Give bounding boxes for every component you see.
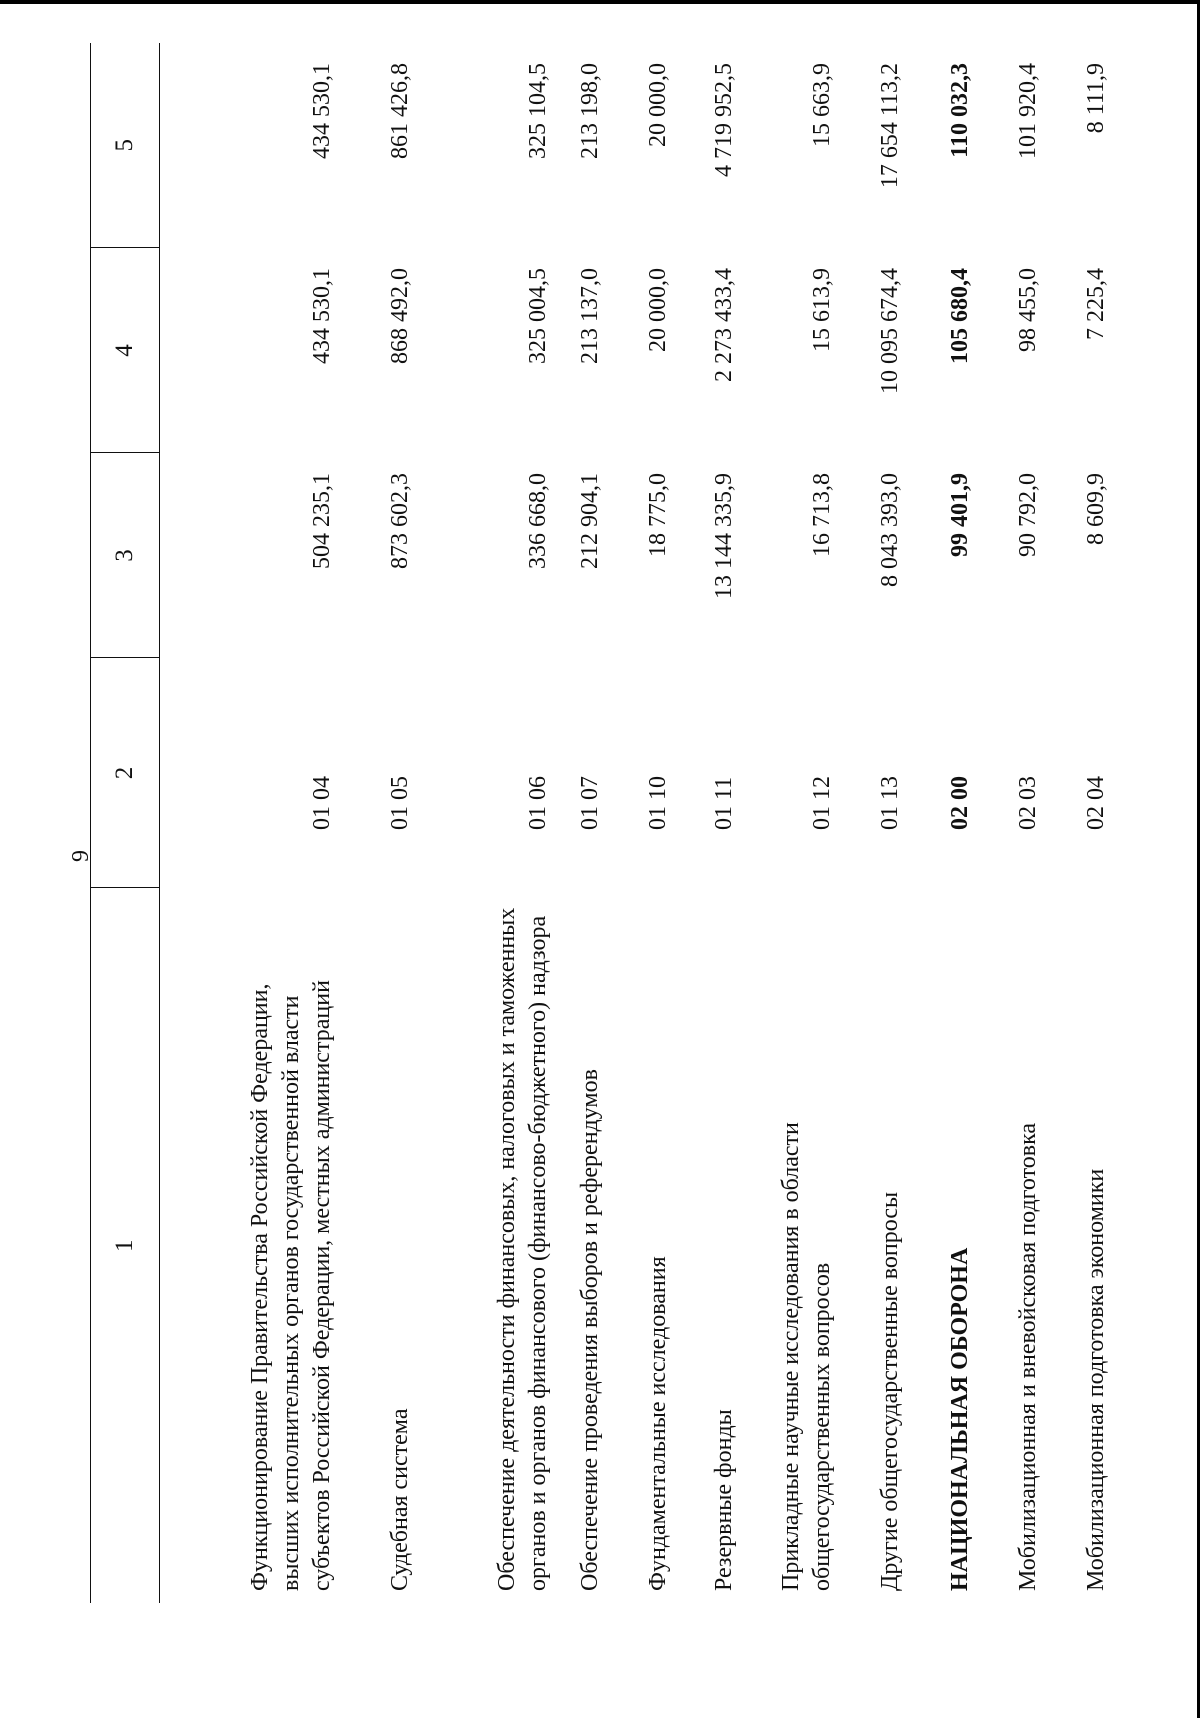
table-row bbox=[906, 43, 976, 1603]
table-row bbox=[838, 43, 906, 1603]
row-code: 01 10 bbox=[644, 776, 671, 830]
row-value-3: 90 792,0 bbox=[1014, 473, 1041, 557]
row-value-3: 336 668,0 bbox=[524, 473, 551, 569]
table-row bbox=[740, 43, 838, 1603]
row-name: Мобилизационная и вневойсковая подготовка bbox=[1014, 1122, 1041, 1591]
row-name: Мобилизационная подготовка экономики bbox=[1082, 1168, 1109, 1591]
row-value-4: 434 530,1 bbox=[308, 268, 335, 364]
row-name: Судебная система bbox=[386, 1408, 413, 1591]
row-value-3: 8 609,9 bbox=[1082, 473, 1109, 545]
row-name: Обеспечение деятельности финансовых, налоговых и таможенных органов и органов финансового (финансово-бюджетного) надзора bbox=[493, 907, 551, 1591]
row-code: 01 07 bbox=[576, 776, 603, 830]
row-code: 02 04 bbox=[1082, 776, 1109, 830]
row-value-3: 13 144 335,9 bbox=[710, 473, 737, 599]
header-cell-1: 1 bbox=[91, 888, 160, 1603]
table-row bbox=[338, 43, 416, 1603]
row-value-5: 213 198,0 bbox=[576, 63, 603, 159]
budget-table bbox=[90, 43, 1112, 1603]
row-value-5: 8 111,9 bbox=[1082, 63, 1109, 134]
row-value-4: 2 273 433,4 bbox=[710, 268, 737, 382]
table-row bbox=[554, 43, 606, 1603]
row-value-4: 20 000,0 bbox=[644, 268, 671, 352]
row-value-5: 4 719 952,5 bbox=[710, 63, 737, 177]
row-value-4: 7 225,4 bbox=[1082, 268, 1109, 340]
header-cell-4: 4 bbox=[91, 248, 160, 453]
row-name: Прикладные научные исследования в области общегосударственных вопросов bbox=[777, 1122, 835, 1591]
table-row bbox=[416, 43, 554, 1603]
row-name: Резервные фонды bbox=[710, 1409, 737, 1591]
table-row bbox=[976, 43, 1044, 1603]
row-code: 02 03 bbox=[1014, 776, 1041, 830]
row-value-3: 16 713,8 bbox=[808, 473, 835, 557]
header-cell-2: 2 bbox=[91, 658, 160, 888]
row-code: 01 12 bbox=[808, 776, 835, 830]
row-code: 01 11 bbox=[710, 776, 737, 830]
row-value-5: 325 104,5 bbox=[524, 63, 551, 159]
row-code: 02 00 bbox=[946, 776, 973, 830]
row-value-5: 434 530,1 bbox=[308, 63, 335, 159]
row-value-5: 17 654 113,2 bbox=[876, 63, 903, 189]
table-row bbox=[674, 43, 740, 1603]
row-name: Фундаментальные исследования bbox=[644, 1256, 671, 1591]
row-value-4: 213 137,0 bbox=[576, 268, 603, 364]
header-row bbox=[91, 43, 160, 1603]
row-code: 01 13 bbox=[876, 776, 903, 830]
table-row bbox=[606, 43, 674, 1603]
row-value-4: 868 492,0 bbox=[386, 268, 413, 364]
row-name: Другие общегосударственные вопросы bbox=[876, 1191, 903, 1591]
row-value-3: 504 235,1 bbox=[308, 473, 335, 569]
row-code: 01 06 bbox=[524, 776, 551, 830]
row-value-3: 18 775,0 bbox=[644, 473, 671, 557]
row-value-5: 861 426,8 bbox=[386, 63, 413, 159]
row-value-4: 98 455,0 bbox=[1014, 268, 1041, 352]
row-value-5: 15 663,9 bbox=[808, 63, 835, 147]
row-value-4: 105 680,4 bbox=[946, 268, 973, 364]
header-cell-3: 3 bbox=[91, 453, 160, 658]
row-value-3: 212 904,1 bbox=[576, 473, 603, 569]
header-cell-5: 5 bbox=[91, 43, 160, 248]
row-code: 01 05 bbox=[386, 776, 413, 830]
row-value-4: 15 613,9 bbox=[808, 268, 835, 352]
row-value-5: 20 000,0 bbox=[644, 63, 671, 147]
row-value-3: 99 401,9 bbox=[946, 473, 973, 557]
row-code: 01 04 bbox=[308, 776, 335, 830]
table-row bbox=[160, 43, 338, 1603]
row-name: Обеспечение проведения выборов и референдумов bbox=[576, 1069, 603, 1591]
table-row bbox=[1044, 43, 1112, 1603]
row-name: Функционирование Правительства Российской Федерации, высших исполнительных органов государственной власти субъектов Российской Федерации, местных администраций bbox=[246, 980, 335, 1591]
row-name: НАЦИОНАЛЬНАЯ ОБОРОНА bbox=[946, 1247, 973, 1591]
row-value-3: 873 602,3 bbox=[386, 473, 413, 569]
row-value-3: 8 043 393,0 bbox=[876, 473, 903, 587]
row-value-4: 10 095 674,4 bbox=[876, 268, 903, 394]
row-value-5: 101 920,4 bbox=[1014, 63, 1041, 159]
row-value-4: 325 004,5 bbox=[524, 268, 551, 364]
row-value-5: 110 032,3 bbox=[946, 63, 973, 158]
page-number: 9 bbox=[68, 850, 94, 862]
